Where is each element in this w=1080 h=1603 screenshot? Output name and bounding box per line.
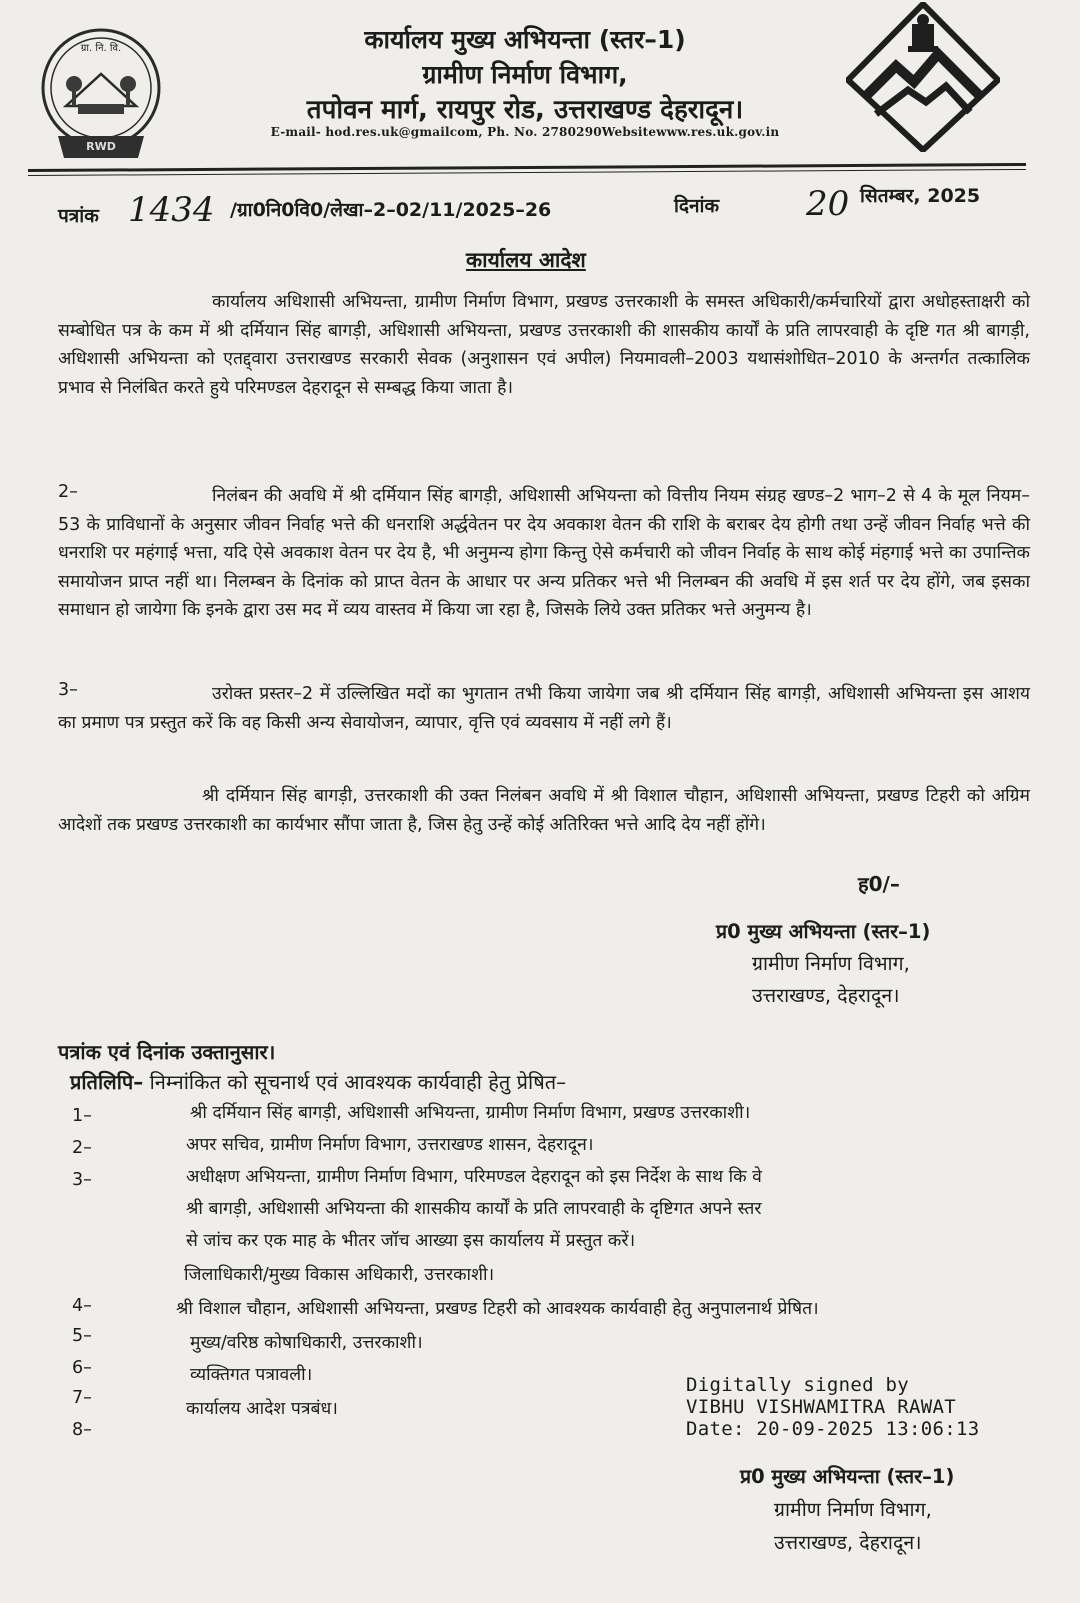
paragraph-3-text: उरोक्त प्रस्तर–2 में उल्लिखित मदों का भुगतान तभी किया जायेगा जब श्री दर्मियान सिंह बागड़ी, अधिशासी अभियन्ता इस आशय का प्रमाण पत्र प्रस्तुत करें कि वह किसी अन्य सेवायोजन, व्यापार, वृत्ति एवं व्यवसाय में नहीं लगे हैं। — [58, 684, 1030, 733]
signature-2-location: उत्तराखण्ड, देहरादून। — [774, 1531, 922, 1554]
date-day-handwritten: 20 — [806, 184, 850, 224]
department-logo-icon — [38, 26, 164, 164]
paragraph-2-number: 2– — [58, 482, 78, 502]
signature-2-designation: प्र0 मुख्य अभियन्ता (स्तर–1) — [740, 1465, 955, 1488]
paragraph-3 — [58, 680, 1030, 737]
reference-same-note: पत्रांक एवं दिनांक उक्तानुसार। — [58, 1040, 276, 1064]
document-title: कार्यालय आदेश — [466, 248, 586, 272]
copy-item-number: 6– — [72, 1358, 92, 1378]
paragraph-2-text: निलंबन की अवधि में श्री दर्मियान सिंह बागड़ी, अधिशासी अभियन्ता को वित्तीय नियम संग्रह खण्ड–2 भाग–2 से 4 के मूल नियम–53 के प्राविधानों के अनुसार जीवन निर्वाह भत्ते की धनराशि अर्द्धवेतन पर देय अवकाश वेतन की राशि के बराबर देय होगी तथा उन्हें जीवन निर्वाह भत्ते की धनराशि पर महंगाई भत्ता, यदि ऐसे अवकाश वेतन पर देय है, भी अनुमन्य होगा किन्तु ऐसे कर्मचारी को जीवन निर्वाह के साथ कोई मंहगाई भत्ते का उपान्तिक समायोजन प्राप्त नहीं था। निलम्बन के दिनांक को प्राप्त वेतन के आधार पर अन्य प्रतिकर भत्ते भी निलम्बन की अवधि में इस शर्त पर देय होंगे, जब इसका समाधान हो जायेगा कि इनके द्वारा उस मद में व्यय वास्तव में किया जा रहा है, जिसके लिये उक्त प्रतिकर भत्ते अनुमन्य है। — [58, 486, 1030, 621]
signature-1-location: उत्तराखण्ड, देहरादून। — [752, 984, 900, 1007]
reference-number: /ग्रा0नि0वि0/लेखा–2–02/11/2025–26 — [230, 199, 552, 221]
header-address: तपोवन मार्ग, रायपुर रोड, उत्तराखण्ड देहरादून। — [306, 95, 744, 125]
date-label: दिनांक — [674, 195, 720, 217]
copy-item-text: जिलाधिकारी/मुख्य विकास अधिकारी, उत्तरकाशी। — [184, 1265, 495, 1285]
copy-item-text-continued: से जांच कर एक माह के भीतर जॉच आख्या इस कार्यालय में प्रस्तुत करें। — [186, 1231, 636, 1251]
digital-signature-date: Date: 20-09-2025 13:06:13 — [686, 1418, 980, 1440]
copy-item-number: 3– — [72, 1170, 92, 1190]
copy-to-heading — [70, 1068, 566, 1095]
reference-prefix: पत्रांक — [58, 205, 99, 227]
state-emblem-icon — [846, 2, 1000, 152]
signed-mark: ह0/– — [858, 872, 900, 896]
paragraph-4-text: श्री दर्मियान सिंह बागड़ी, उत्तरकाशी की उक्त निलंबन अवधि में श्री विशाल चौहान, अधिशासी अभियन्ता, प्रखण्ड टिहरी को अग्रिम आदेशों तक प्रखण्ड उत्तरकाशी का कार्यभार सौंपा जाता है, जिस हेतु उन्हें कोई अतिरिक्त भत्ते आदि देय नहीं होंगे। — [58, 786, 1030, 835]
header-department: ग्रामीण निर्माण विभाग, — [422, 60, 628, 89]
date-month-year: सितम्बर, 2025 — [860, 185, 981, 207]
copy-item-text: व्यक्तिगत पत्रावली। — [190, 1365, 313, 1385]
copy-item-number: 8– — [72, 1420, 92, 1440]
copy-item-number: 7– — [72, 1388, 92, 1408]
copy-item-text: श्री विशाल चौहान, अधिशासी अभियन्ता, प्रखण्ड टिहरी को आवश्यक कार्यवाही हेतु अनुपालनार्थ प्रेषित। — [176, 1299, 819, 1319]
signature-1-department: ग्रामीण निर्माण विभाग, — [752, 952, 910, 975]
copy-item-text: मुख्य/वरिष्ठ कोषाधिकारी, उत्तरकाशी। — [190, 1333, 423, 1353]
copy-to-label: प्रतिलिपि– — [70, 1070, 144, 1094]
copy-item-text: अधीक्षण अभियन्ता, ग्रामीण निर्माण विभाग, परिमण्डल देहरादून को इस निर्देश के साथ कि वे — [186, 1167, 762, 1187]
digital-signature-label: Digitally signed by — [686, 1374, 910, 1396]
left-logo-top-text: ग्रा. नि. वि. — [80, 43, 122, 54]
copy-item-text: अपर सचिव, ग्रामीण निर्माण विभाग, उत्तराखण्ड शासन, देहरादून। — [186, 1135, 594, 1155]
copy-item-number: 1– — [72, 1106, 92, 1126]
signature-2-department: ग्रामीण निर्माण विभाग, — [774, 1498, 932, 1521]
copy-item-text: श्री दर्मियान सिंह बागड़ी, अधिशासी अभियन्ता, ग्रामीण निर्माण विभाग, प्रखण्ड उत्तरकाशी। — [190, 1103, 751, 1123]
copy-item-text: कार्यालय आदेश पत्रबंध। — [186, 1399, 338, 1419]
copy-item-number: 5– — [72, 1326, 92, 1346]
copy-item-number: 4– — [72, 1296, 92, 1316]
signature-1-designation: प्र0 मुख्य अभियन्ता (स्तर–1) — [716, 920, 931, 943]
paragraph-2 — [58, 482, 1030, 625]
left-logo-bottom-text: RWD — [86, 140, 116, 153]
copy-to-intro: निम्नांकित को सूचनार्थ एवं आवश्यक कार्यवाही हेतु प्रेषित– — [149, 1070, 567, 1094]
header-contact: E-mail- hod.res.uk@gmailcom, Ph. No. 2780290Websitewww.res.uk.gov.in — [270, 125, 780, 139]
signature-block-1 — [716, 916, 1046, 1012]
paragraph-4 — [58, 782, 1030, 839]
copy-item-number: 2– — [72, 1138, 92, 1158]
header-office-name: कार्यालय मुख्य अभियन्ता (स्तर–1) — [364, 25, 686, 54]
signature-block-2 — [740, 1460, 1060, 1559]
reference-number-handwritten: 1434 — [128, 190, 215, 230]
paragraph-3-number: 3– — [58, 680, 78, 700]
paragraph-1-text: कार्यालय अधिशासी अभियन्ता, ग्रामीण निर्माण विभाग, प्रखण्ड उत्तरकाशी के समस्त अधिकारी/कर्मचारियों द्वारा अधोहस्ताक्षरी को सम्बोधित पत्र के कम में श्री दर्मियान सिंह बागड़ी, अधिशासी अभियन्ता, प्रखण्ड उत्तरकाशी की शासकीय कार्यों के प्रति लापरवाही के दृष्टि गत श्री बागड़ी, अधिशासी अभियन्ता को एतद्द्वारा उत्तराखण्ड सरकारी सेवक (अनुशासन एवं अपील) नियमावली–2003 यथासंशोधित–2010 के अन्तर्गत तत्कालिक प्रभाव से निलंबित करते हुये परिमण्डल देहरादून से सम्बद्ध किया जाता है। — [58, 292, 1030, 398]
digital-signature — [686, 1374, 979, 1440]
paragraph-1 — [58, 288, 1030, 402]
digital-signature-name: VIBHU VISHWAMITRA RAWAT — [686, 1396, 956, 1418]
copy-item-text-continued: श्री बागड़ी, अधिशासी अभियन्ता की शासकीय कार्यों के प्रति लापरवाही के दृष्टिगत अपने स्तर — [186, 1199, 762, 1219]
